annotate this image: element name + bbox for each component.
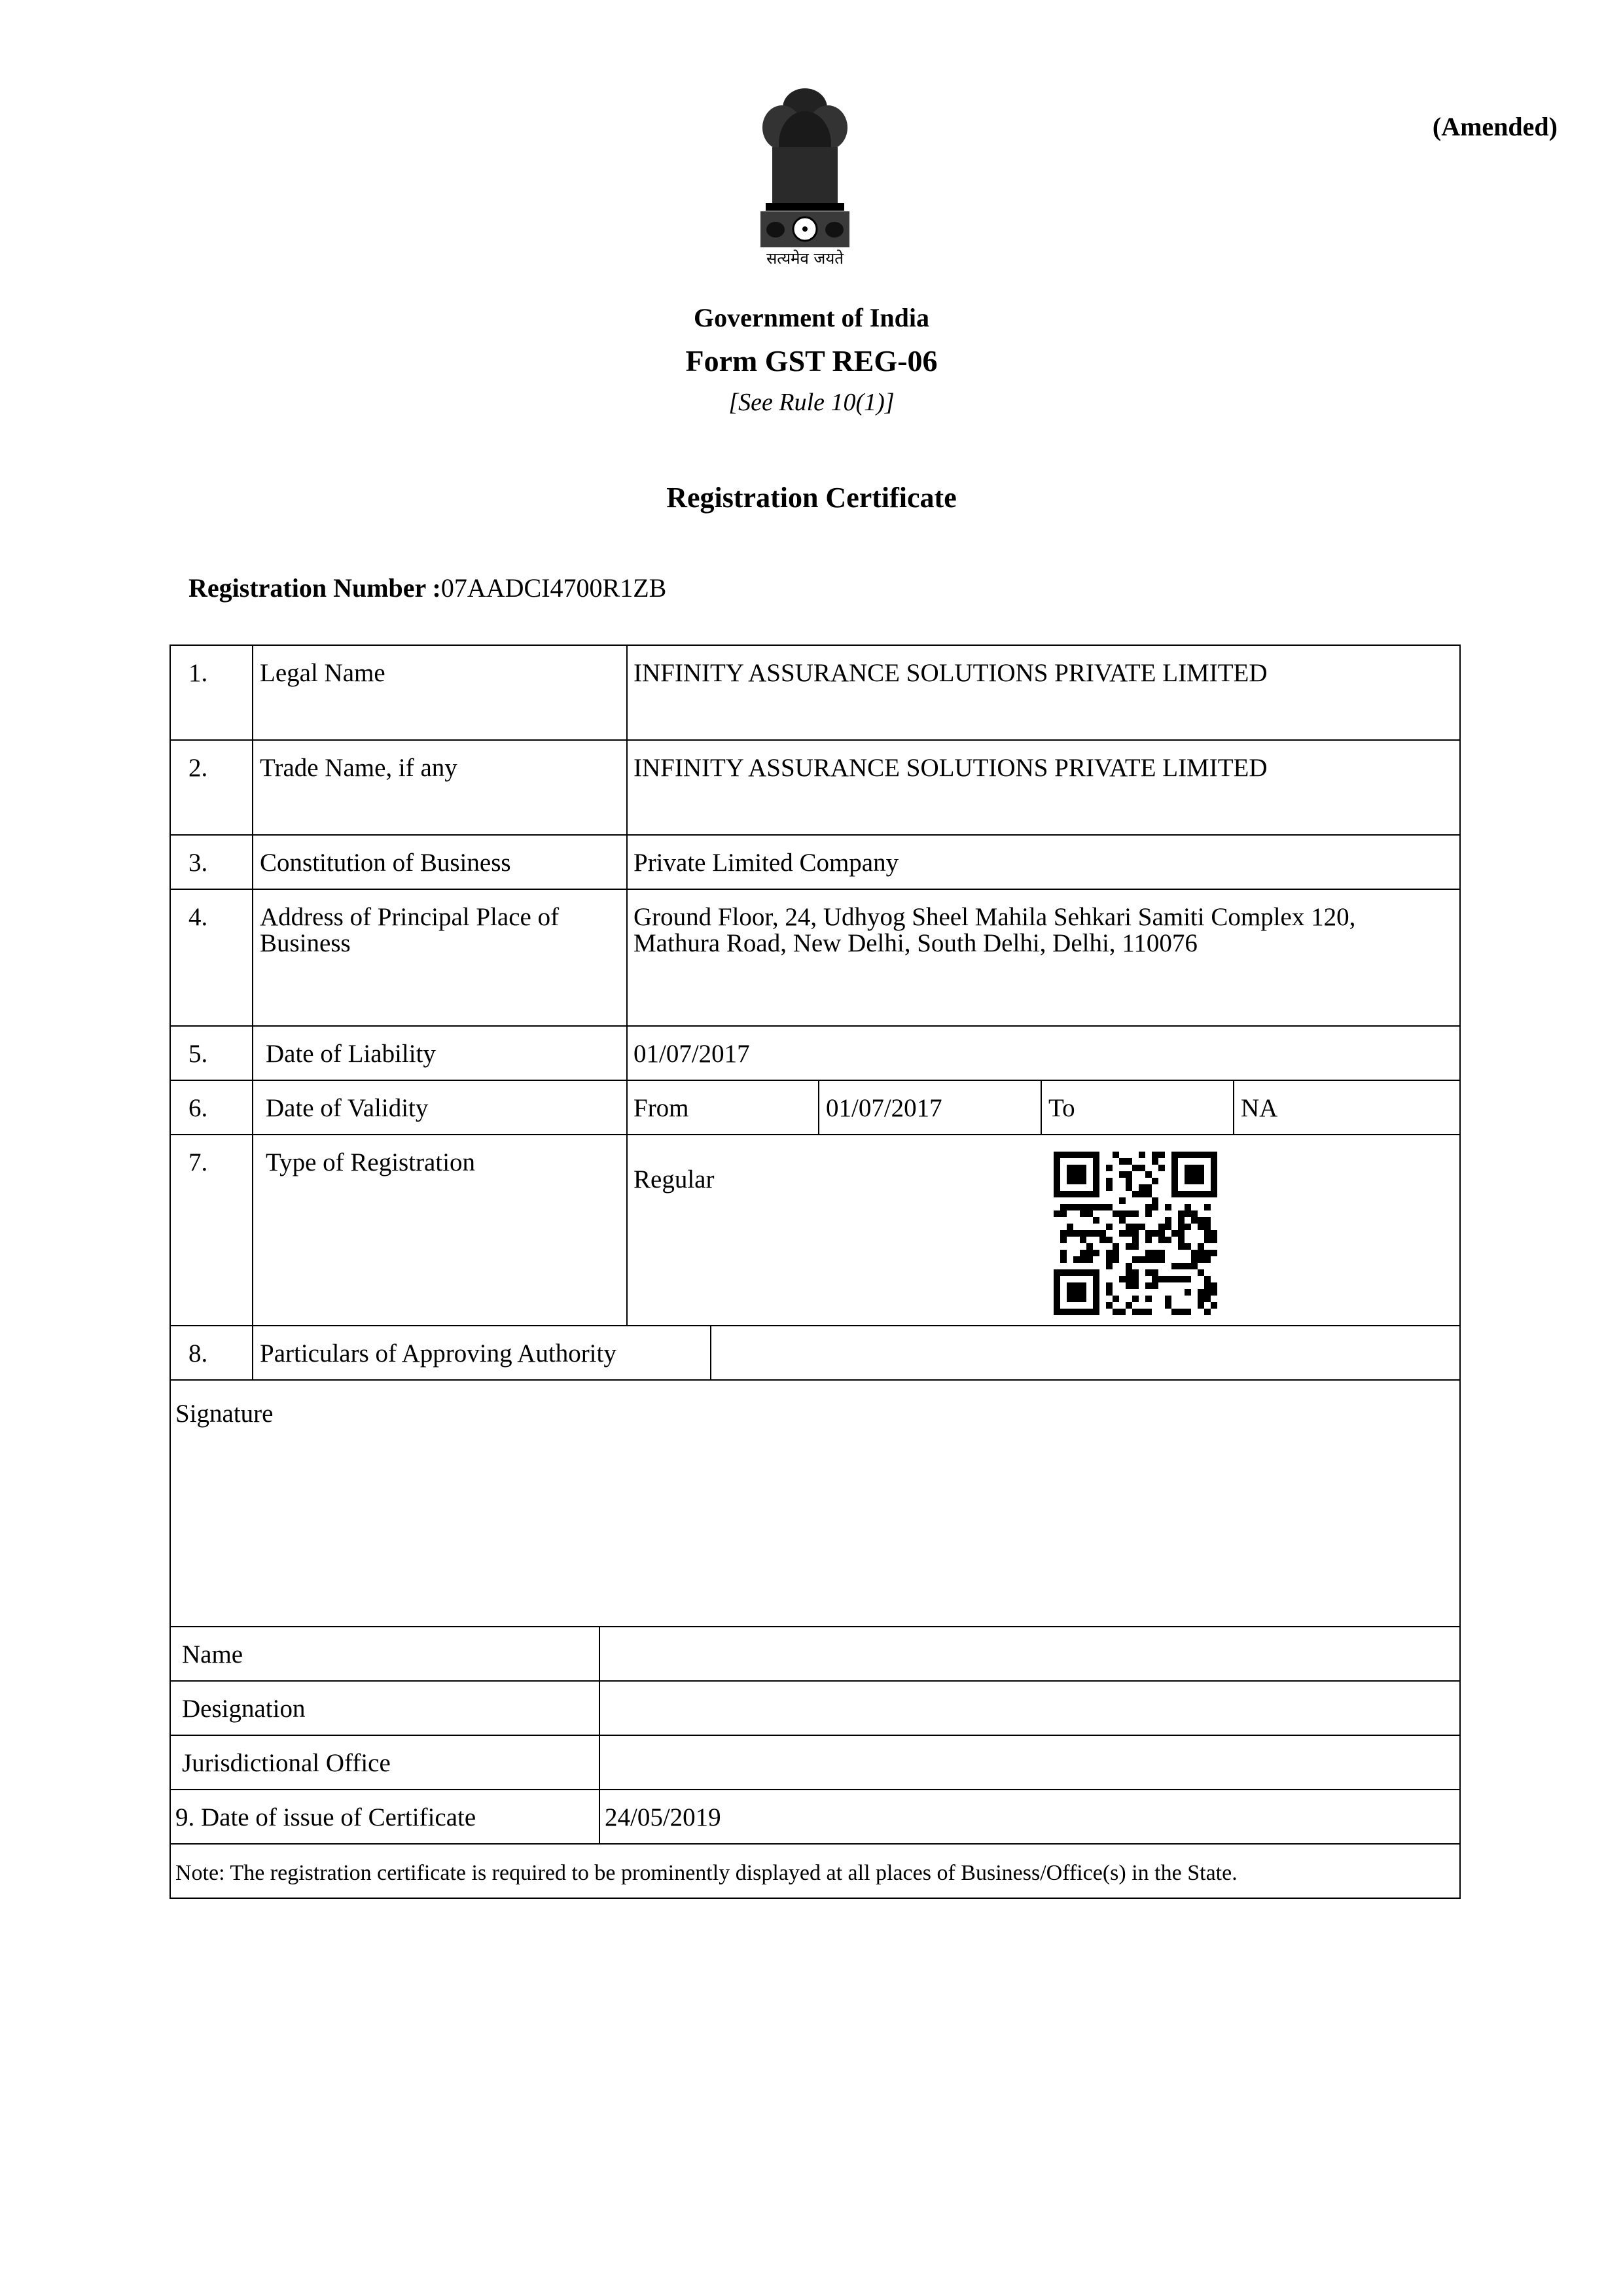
constitution-value: Private Limited Company [633, 849, 899, 877]
trade-name-label: Trade Name, if any [260, 754, 457, 782]
row-number: 5. [188, 1040, 208, 1068]
display-note: Note: The registration certificate is required to be prominently displayed at all places of Business/Office(s) in the State. [175, 1861, 1238, 1885]
validity-from-value: 01/07/2017 [826, 1094, 942, 1122]
national-emblem-icon [746, 82, 864, 268]
date-of-liability-label: Date of Liability [266, 1040, 436, 1068]
approving-authority-label: Particulars of Approving Authority [260, 1339, 616, 1368]
legal-name-label: Legal Name [260, 659, 385, 687]
rule-reference: [See Rule 10(1)] [728, 389, 895, 416]
row-number: 3. [188, 849, 208, 877]
form-title: Form GST REG-06 [685, 344, 938, 378]
date-of-liability-value: 01/07/2017 [633, 1040, 750, 1068]
registration-type-value: Regular [633, 1165, 715, 1193]
address-value-line2: Mathura Road, New Delhi, South Delhi, Delhi, 110076 [633, 929, 1198, 957]
registration-number-label: Registration Number : [188, 573, 441, 603]
validity-to-label: To [1048, 1094, 1075, 1122]
validity-from-label: From [633, 1094, 689, 1122]
address-value-line1: Ground Floor, 24, Udhyog Sheel Mahila Sehkari Samiti Complex 120, [633, 903, 1356, 931]
row-number: 6. [188, 1094, 208, 1122]
issue-date-value: 24/05/2019 [605, 1803, 721, 1831]
validity-to-value: NA [1241, 1094, 1278, 1122]
signature-label: Signature [175, 1400, 274, 1428]
constitution-label: Constitution of Business [260, 849, 511, 877]
row-number: 7. [188, 1148, 208, 1176]
designation-label: Designation [182, 1695, 306, 1723]
amended-label: (Amended) [1432, 112, 1558, 141]
row-number: 2. [188, 754, 208, 782]
trade-name-value: INFINITY ASSURANCE SOLUTIONS PRIVATE LIMITED [633, 754, 1268, 782]
jurisdictional-office-label: Jurisdictional Office [182, 1749, 391, 1777]
address-label-line1: Address of Principal Place of [260, 903, 560, 931]
registration-number: 07AADCI4700R1ZB [440, 573, 667, 603]
government-title: Government of India [694, 303, 929, 332]
legal-name-value: INFINITY ASSURANCE SOLUTIONS PRIVATE LIMITED [633, 659, 1268, 687]
row-number: 8. [188, 1339, 208, 1368]
qr-code-icon [1054, 1152, 1217, 1315]
row-number: 1. [188, 659, 208, 687]
emblem-motto: सत्यमेव जयते [766, 249, 844, 268]
row-number: 4. [188, 903, 208, 931]
date-of-validity-label: Date of Validity [266, 1094, 429, 1122]
issue-date-label: 9. Date of issue of Certificate [175, 1803, 476, 1831]
name-label: Name [182, 1640, 243, 1669]
registration-number-line [188, 573, 666, 603]
address-label-line2: Business [260, 929, 351, 957]
certificate-title: Registration Certificate [666, 482, 957, 514]
registration-type-label: Type of Registration [266, 1148, 476, 1176]
